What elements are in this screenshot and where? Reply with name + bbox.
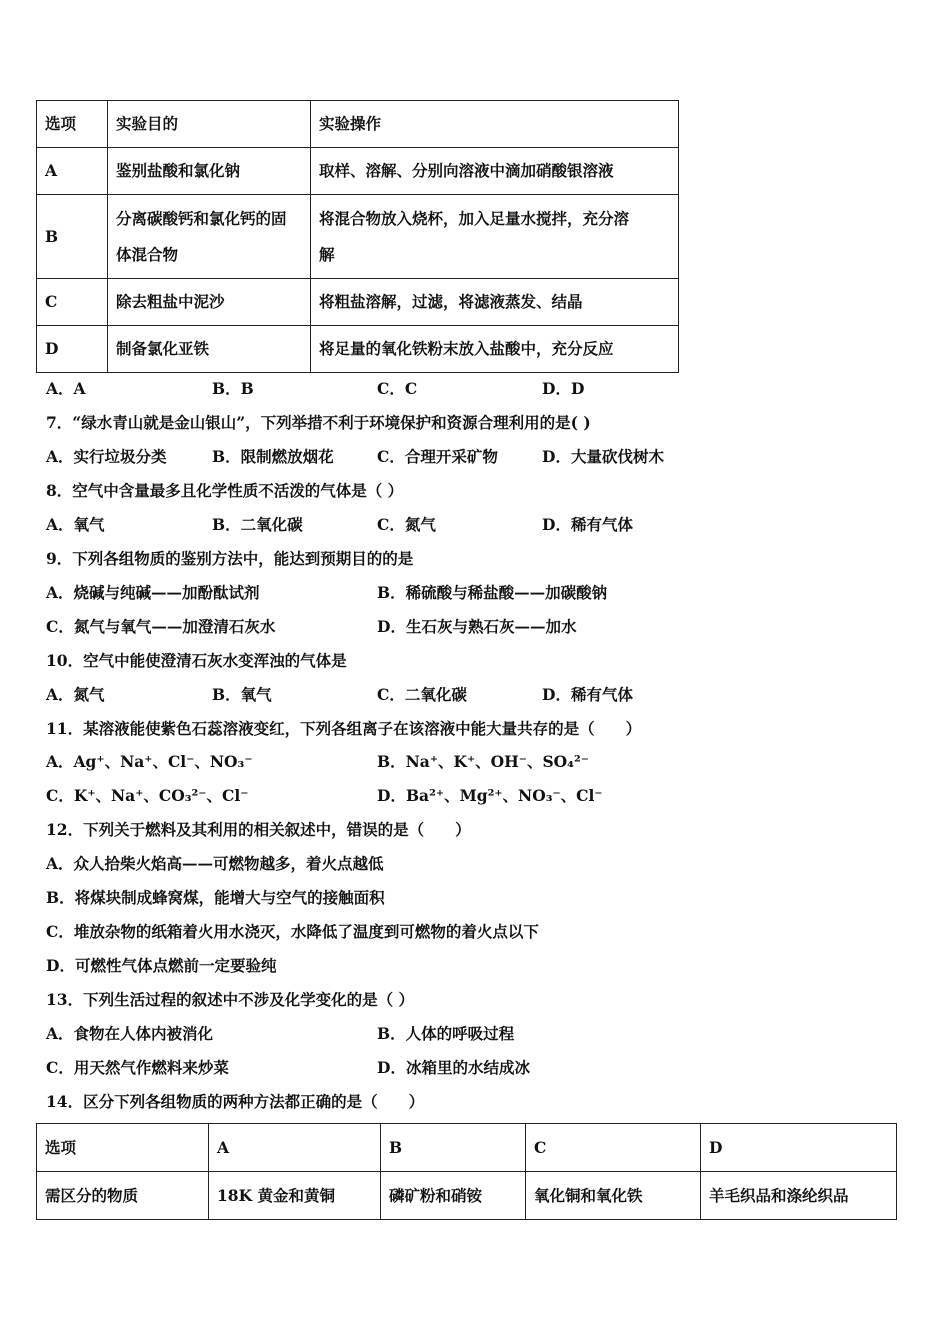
- cell-line: 体混合物: [116, 244, 179, 264]
- table-header-cell: A: [209, 1124, 381, 1172]
- table-cell: 羊毛织品和涤纶织品: [701, 1172, 897, 1220]
- table-cell: [108, 195, 311, 279]
- table-cell: 将足量的氧化铁粉末放入盐酸中，充分反应: [311, 326, 679, 373]
- question-stem: 8．空气中含量最多且化学性质不活泼的气体是（ ）: [46, 481, 404, 500]
- option-label: C．: [46, 786, 74, 805]
- table-cell: [311, 195, 679, 279]
- table-cell: 磷矿粉和硝铵: [381, 1172, 526, 1220]
- question-stem: 14．区分下列各组物质的两种方法都正确的是（ ）: [46, 1092, 425, 1111]
- experiment-table: [36, 100, 679, 373]
- answer-option: A．氧气: [46, 515, 105, 534]
- answer-option: B．将煤块制成蜂窝煤，能增大与空气的接触面积: [46, 888, 385, 907]
- answer-option: [46, 786, 248, 806]
- question-stem: 7．“绿水青山就是金山银山”，下列举措不利于环境保护和资源合理利用的是( ): [46, 413, 591, 432]
- answer-option: B．人体的呼吸过程: [377, 1024, 515, 1043]
- table-header-cell: 实验操作: [311, 101, 679, 148]
- ion-formula: K⁺、Na⁺、CO₃²⁻、Cl⁻: [73, 786, 249, 805]
- table-row: [37, 326, 679, 373]
- table-cell: 氧化铜和氧化铁: [526, 1172, 701, 1220]
- question-stem: 9．下列各组物质的鉴别方法中，能达到预期目的的是: [46, 549, 414, 568]
- option-label: B．: [377, 752, 406, 771]
- cell-line: 解: [319, 244, 335, 264]
- answer-option: C．二氧化碳: [377, 685, 467, 704]
- table-cell: 制备氯化亚铁: [108, 326, 311, 373]
- answer-option: A．实行垃圾分类: [46, 447, 167, 466]
- table-cell: 鉴别盐酸和氯化钠: [108, 148, 311, 195]
- question-stem: 11．某溶液能使紫色石蕊溶液变红，下列各组离子在该溶液中能大量共存的是（ ）: [46, 719, 642, 738]
- table-header-cell: 选项: [37, 1124, 209, 1172]
- table-cell: A: [37, 148, 108, 195]
- answer-option: A．食物在人体内被消化: [46, 1024, 214, 1043]
- ion-formula: Ag⁺、Na⁺、Cl⁻、NO₃⁻: [73, 752, 253, 771]
- cell-line: 分离碳酸钙和氯化钙的固: [116, 208, 287, 228]
- answer-option: C．C: [377, 379, 418, 398]
- table-cell: 需区分的物质: [37, 1172, 209, 1220]
- answer-option: C．合理开采矿物: [377, 447, 498, 466]
- answer-option: [46, 752, 253, 772]
- table-row: [37, 1172, 897, 1220]
- table-cell: C: [37, 279, 108, 326]
- answer-option: A．烧碱与纯碱——加酚酞试剂: [46, 583, 260, 602]
- answer-option: C．用天然气作燃料来炒菜: [46, 1058, 229, 1077]
- option-label: A．: [46, 752, 74, 771]
- table-cell: 取样、溶解、分别向溶液中滴加硝酸银溶液: [311, 148, 679, 195]
- table-header-row: [37, 101, 679, 148]
- question-stem: 13．下列生活过程的叙述中不涉及化学变化的是（ ）: [46, 990, 414, 1009]
- answer-option: B．限制燃放烟花: [212, 447, 334, 466]
- table-header-cell: C: [526, 1124, 701, 1172]
- ion-formula: Na⁺、K⁺、OH⁻、SO₄²⁻: [405, 752, 589, 771]
- cell-line: 将混合物放入烧杯，加入足量水搅拌，充分溶: [319, 208, 630, 228]
- answer-option: B．B: [212, 379, 254, 398]
- answer-option: [377, 752, 589, 772]
- answer-option: C．氮气与氧气——加澄清石灰水: [46, 617, 276, 636]
- answer-option: B．稀硫酸与稀盐酸——加碳酸钠: [377, 583, 608, 602]
- table-row: [37, 279, 679, 326]
- table-header-cell: 实验目的: [108, 101, 311, 148]
- answer-option: C．氮气: [377, 515, 436, 534]
- answer-option: D．生石灰与熟石灰——加水: [377, 617, 577, 636]
- answer-option: [377, 786, 603, 806]
- option-label: D．: [377, 786, 406, 805]
- answer-option: B．氧气: [212, 685, 272, 704]
- table-header-cell: 选项: [37, 101, 108, 148]
- answer-option: D．D: [542, 379, 585, 398]
- answer-option: D．稀有气体: [542, 685, 633, 704]
- table-cell: D: [37, 326, 108, 373]
- answer-option: D．可燃性气体点燃前一定要验纯: [46, 956, 277, 975]
- table-cell: 除去粗盐中泥沙: [108, 279, 311, 326]
- ion-formula: Ba²⁺、Mg²⁺、NO₃⁻、Cl⁻: [405, 786, 603, 805]
- table-cell: B: [37, 195, 108, 279]
- table-header-cell: D: [701, 1124, 897, 1172]
- table-header-row: [37, 1124, 897, 1172]
- answer-option: D．稀有气体: [542, 515, 633, 534]
- distinguish-table: [36, 1123, 897, 1220]
- answer-option: D．冰箱里的水结成冰: [377, 1058, 530, 1077]
- answer-option: A．众人拾柴火焰高——可燃物越多，着火点越低: [46, 854, 384, 873]
- answer-option: B．二氧化碳: [212, 515, 303, 534]
- table-row: [37, 195, 679, 279]
- table-row: [37, 148, 679, 195]
- table-cell: 18K 黄金和黄铜: [209, 1172, 381, 1220]
- answer-option: D．大量砍伐树木: [542, 447, 664, 466]
- table-cell: 将粗盐溶解，过滤，将滤液蒸发、结晶: [311, 279, 679, 326]
- question-stem: 12．下列关于燃料及其利用的相关叙述中，错误的是（ ）: [46, 820, 471, 839]
- table-header-cell: B: [381, 1124, 526, 1172]
- answer-option: C．堆放杂物的纸箱着火用水浇灭，水降低了温度到可燃物的着火点以下: [46, 922, 539, 941]
- question-stem: 10．空气中能使澄清石灰水变浑浊的气体是: [46, 651, 347, 670]
- answer-option: A．氮气: [46, 685, 105, 704]
- answer-option: A．A: [46, 379, 86, 398]
